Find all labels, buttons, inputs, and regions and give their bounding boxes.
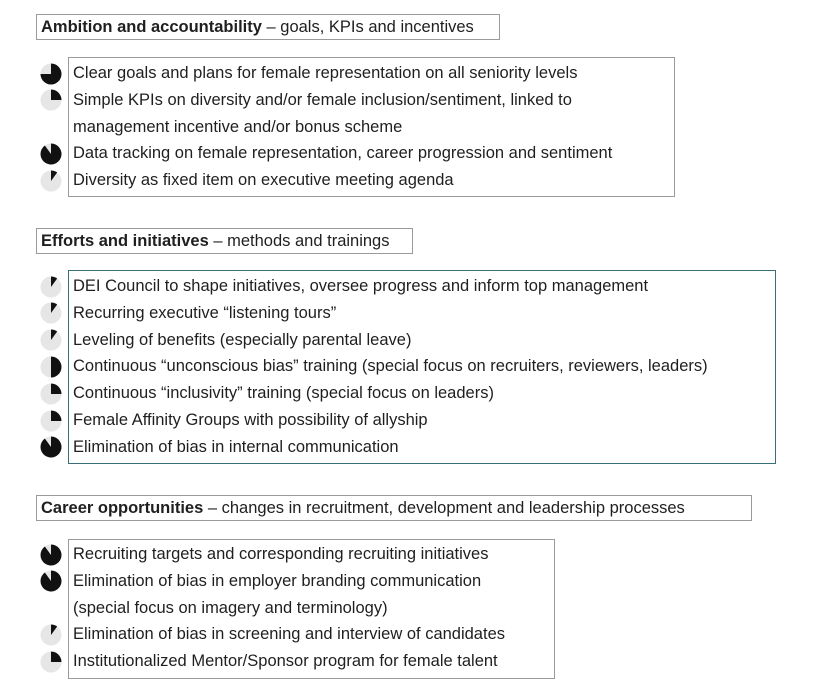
list-item-text: DEI Council to shape initiatives, oversee progress and inform top management	[73, 277, 649, 295]
list-item-text: Elimination of bias in screening and interview of candidates	[73, 625, 505, 644]
list-item-text: management incentive and/or bonus scheme	[73, 117, 403, 136]
section-heading-title: Career opportunities	[41, 499, 204, 517]
section-heading-subtitle: – goals, KPIs and incentives	[261, 18, 474, 36]
small-slice-harvey-ball-icon	[40, 170, 62, 192]
quarter-harvey-ball-icon	[40, 410, 62, 432]
small-slice-harvey-ball-icon	[40, 329, 62, 351]
list-item-text: Recruiting targets and corresponding recruiting initiatives	[73, 545, 489, 563]
small-slice-harvey-ball-icon	[40, 276, 62, 298]
section-heading-career	[36, 495, 752, 521]
list-item-text: Diversity as fixed item on executive meeting agenda	[73, 171, 454, 190]
quarter-harvey-ball-icon	[40, 651, 62, 673]
list-item-text: (special focus on imagery and terminology)	[73, 598, 388, 617]
list-item-text: Institutionalized Mentor/Sponsor program for female talent	[73, 652, 498, 671]
list-item-text: Data tracking on female representation, career progression and sentiment	[73, 144, 613, 163]
half-harvey-ball-icon	[40, 356, 62, 378]
list-item-text: Continuous “unconscious bias” training (special focus on recruiters, reviewers, leaders)	[73, 357, 708, 376]
nearly-full-harvey-ball-icon	[40, 143, 62, 165]
list-item-text: Simple KPIs on diversity and/or female inclusion/sentiment, linked to	[73, 90, 572, 109]
list-item-text: Elimination of bias in employer branding communication	[73, 571, 482, 590]
quarter-harvey-ball-icon	[40, 89, 62, 111]
section-heading-subtitle: – methods and trainings	[208, 232, 390, 250]
list-item-text: Elimination of bias in internal communication	[73, 437, 399, 456]
list-item-text: Recurring executive “listening tours”	[73, 303, 337, 322]
nearly-full-harvey-ball-icon	[40, 544, 62, 566]
section-heading-ambition	[36, 14, 500, 40]
section-heading-title: Efforts and initiatives	[41, 232, 209, 250]
section-heading-efforts	[36, 228, 413, 254]
nearly-full-harvey-ball-icon	[40, 436, 62, 458]
quarter-harvey-ball-icon	[40, 383, 62, 405]
list-item-text: Female Affinity Groups with possibility of allyship	[73, 411, 428, 429]
section-heading-title: Ambition and accountability	[41, 18, 262, 36]
nearly-full-harvey-ball-icon	[40, 570, 62, 592]
list-item-text: Continuous “inclusivity” training (special focus on leaders)	[73, 384, 494, 403]
small-slice-harvey-ball-icon	[40, 624, 62, 646]
list-item-text: Clear goals and plans for female representation on all seniority levels	[73, 64, 578, 82]
three-quarter-harvey-ball-icon	[40, 63, 62, 85]
small-slice-harvey-ball-icon	[40, 302, 62, 324]
section-heading-subtitle: – changes in recruitment, development and leadership processes	[203, 499, 685, 517]
list-item-text: Leveling of benefits (especially parental leave)	[73, 330, 412, 349]
